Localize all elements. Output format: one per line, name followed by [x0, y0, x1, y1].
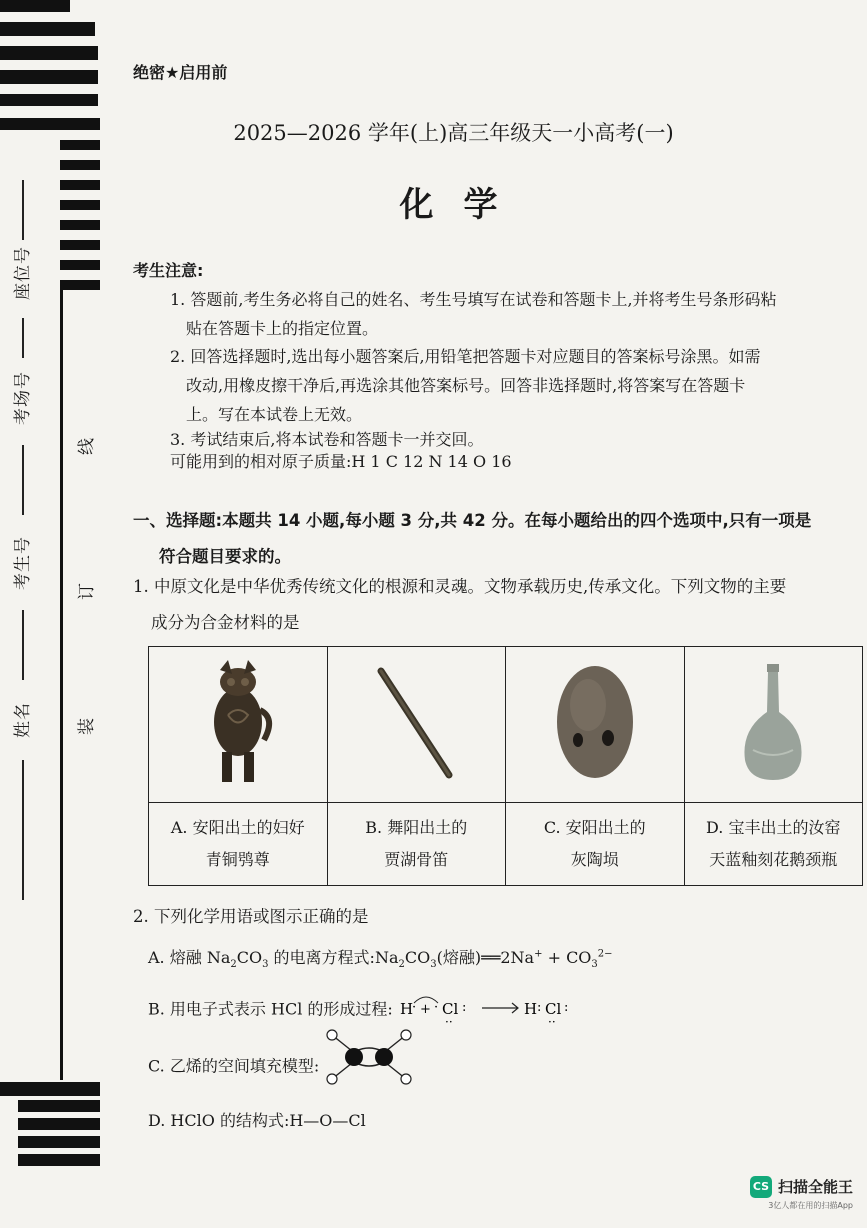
option-b-line-2: 贾湖骨笛: [384, 850, 449, 869]
notice-line-6: 3. 考试结束后,将本试卷和答题卡一并交回。: [170, 430, 484, 449]
svg-text::: :: [461, 1000, 467, 1015]
svg-text:+: +: [419, 1002, 431, 1017]
notice-line-1: 1. 答题前,考生务必将自己的姓名、考生号填写在试卷和答题卡上,并将考生号条形码粘: [170, 290, 777, 309]
q2-option-d: D. HClO 的结构式:H—O—Cl: [148, 1111, 366, 1130]
notice-line-4: 改动,用橡皮擦干净后,再选涂其他答案标号。回答非选择题时,将答案写在答题卡: [186, 376, 746, 395]
option-c-line-2: 灰陶埙: [570, 850, 619, 869]
name-label: 姓名: [13, 702, 33, 738]
svg-text:H: H: [399, 1000, 413, 1018]
option-c-line-1: C. 安阳出土的: [543, 818, 646, 837]
option-a-caption: [149, 803, 328, 886]
bone-flute-icon: [371, 663, 461, 783]
q2-option-a-text: 的电离方程式:Na: [268, 948, 399, 967]
bronze-owl-vessel-icon: [198, 660, 278, 785]
q1-line-1: 1. 中原文化是中华优秀传统文化的根源和灵魂。文物承载历史,传承文化。下列文物的主要: [133, 577, 787, 596]
q2-option-a-co3b: CO: [404, 948, 431, 967]
subject-title: 化学: [399, 185, 528, 225]
option-d-line-2: 天蓝釉刻花鹅颈瓶: [709, 850, 838, 869]
artifact-b-cell: [327, 647, 506, 803]
binding-zhuang-char: 装: [77, 717, 97, 735]
question-1-stem: [133, 569, 863, 641]
atomic-masses: 可能用到的相对原子质量:H 1 C 12 N 14 O 16: [170, 452, 512, 471]
equilibrium-arrow-icon: ══: [481, 948, 501, 967]
confidential-mark: 绝密★启用前: [133, 63, 228, 82]
section-heading: [133, 503, 863, 575]
option-c-caption: [506, 803, 685, 886]
student-id-label: 考生号: [13, 536, 33, 590]
option-b-line-1: B. 舞阳出土的: [365, 818, 468, 837]
notice-heading: 考生注意:: [133, 261, 204, 280]
svg-text::: :: [563, 1000, 569, 1015]
cs-logo-icon: CS: [750, 1176, 772, 1198]
artifact-d-cell: [684, 647, 863, 803]
q2-option-b-text: B. 用电子式表示 HCl 的形成过程:: [148, 999, 393, 1019]
q2-option-a-co3: CO: [236, 948, 263, 967]
svg-text:H: H: [523, 1000, 537, 1018]
exam-title: 2025—2026 学年(上)高三年级天一小高考(一): [233, 121, 674, 145]
question-2-stem: 2. 下列化学用语或图示正确的是: [133, 907, 369, 926]
q2-option-a-product: 2Na: [500, 948, 535, 967]
pottery-xun-icon: [550, 660, 640, 785]
svg-text:··: ··: [547, 1015, 556, 1027]
svg-text:·: ·: [411, 1000, 417, 1015]
q2-option-a-plus: + CO: [542, 948, 592, 967]
scanner-watermark: [750, 1175, 853, 1211]
artifact-a-cell: [149, 647, 328, 803]
option-a-line-2: 青铜鸮尊: [205, 850, 270, 869]
scanner-logo: [750, 1176, 853, 1198]
option-b-caption: [327, 803, 506, 886]
hcl-electron-formula-icon: [398, 993, 573, 1027]
scanner-tagline: 3亿人都在用的扫描App: [768, 1200, 853, 1210]
name-underline-lower: [22, 760, 24, 900]
artifact-c-cell: [506, 647, 685, 803]
q2-option-b: [148, 993, 573, 1027]
option-d-caption: [684, 803, 863, 886]
section-line-2: 符合题目要求的。: [159, 547, 291, 566]
binding-ding-char: 订: [77, 582, 97, 600]
option-a-line-1: A. 安阳出土的妇好: [170, 818, 305, 837]
q2-option-a-melt: (熔融): [436, 948, 482, 967]
q2-option-a: A. 熔融 $Na_2CO_3$ 的电离方程式$:Na_2CO_3$(熔融)══2Na+ + $CO_3^{2-}$: [148, 948, 613, 971]
ru-kiln-vase-icon: [733, 660, 813, 785]
seat-label: 座位号: [13, 246, 33, 300]
ethylene-space-filling-model-icon: [324, 1027, 414, 1087]
section-line-1: 一、选择题:本题共 14 小题,每小题 3 分,共 42 分。在每小题给出的四个选项中,只有一项是: [133, 511, 812, 530]
svg-text:·: ·: [433, 1000, 439, 1015]
notice-line-3: 2. 回答选择题时,选出每小题答案后,用铅笔把答题卡对应题目的答案标号涂黑。如需: [170, 347, 761, 366]
room-underline: [22, 318, 24, 358]
svg-text:Cl: Cl: [544, 1000, 562, 1018]
q2-option-c: [148, 1047, 414, 1087]
option-d-line-1: D. 宝丰出土的汝窑: [706, 818, 841, 837]
room-label: 考场号: [13, 371, 33, 425]
q2-option-c-text: C. 乙烯的空间填充模型:: [148, 1056, 320, 1076]
scanner-name: 扫描全能王: [777, 1178, 853, 1196]
artifact-table: [148, 646, 863, 886]
binding-line-char: 线: [77, 437, 97, 455]
svg-text:Cl: Cl: [441, 1000, 459, 1018]
svg-text:··: ··: [444, 1015, 453, 1027]
q1-line-2: 成分为合金材料的是: [151, 613, 300, 632]
notice-line-5: 上。写在本试卷上无效。: [186, 405, 363, 424]
student-id-underline: [22, 445, 24, 515]
q2-option-a-prefix: A. 熔融 Na: [148, 948, 231, 967]
name-underline: [22, 610, 24, 680]
notice-line-2: 贴在答题卡上的指定位置。: [186, 319, 379, 338]
svg-text::: :: [536, 1000, 542, 1015]
